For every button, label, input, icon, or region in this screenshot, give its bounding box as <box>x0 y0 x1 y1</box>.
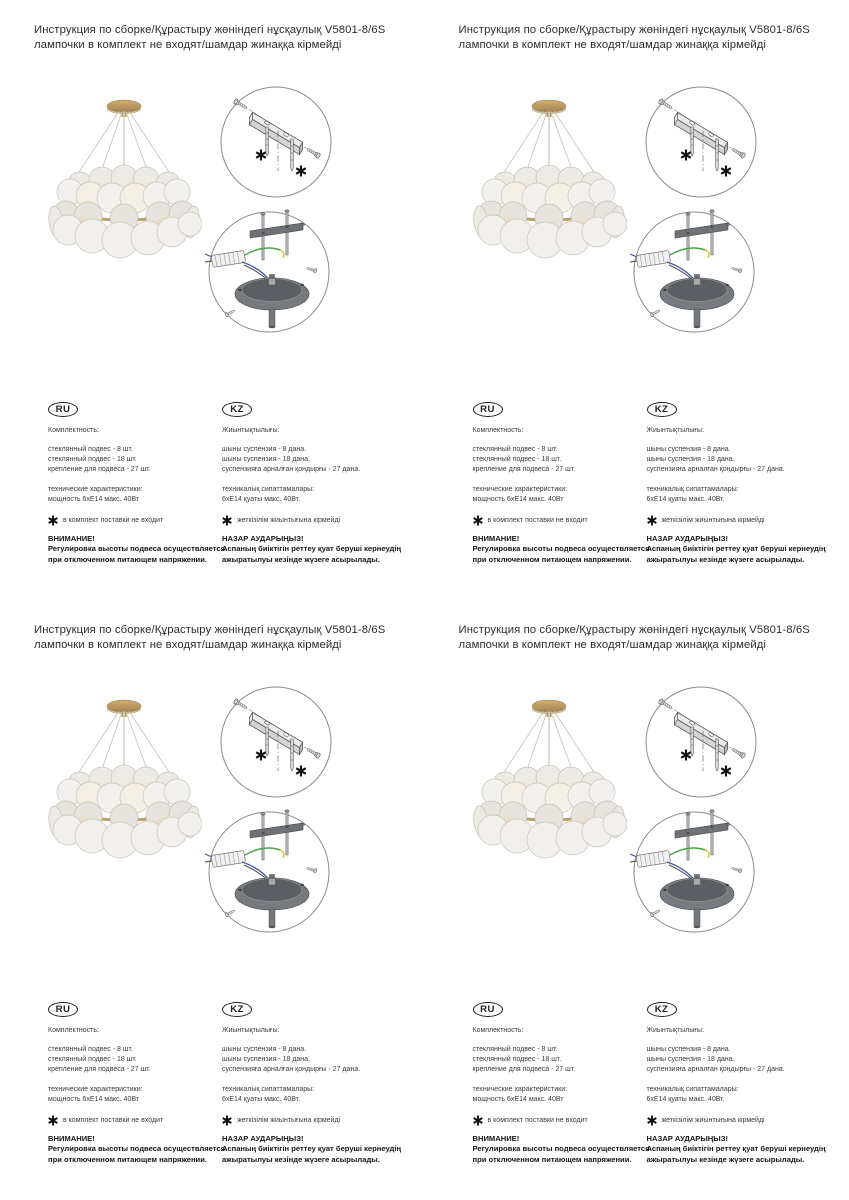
ru-warning-title: ВНИМАНИЕ! <box>48 1134 95 1144</box>
asterisk-icon <box>473 515 483 526</box>
ru-language-badge <box>473 1002 503 1017</box>
kz-heading: Жиынтықтылығы: <box>222 1027 280 1034</box>
mounting-bracket-diagram <box>211 685 341 805</box>
kz-warning-text: Аспаның биіктігін реттеу қуат беруші кернеудің ажыратылуы кезінде жүзеге асырылады. <box>222 544 402 564</box>
kz-specs-heading: техникалық сипаттамалары: <box>222 1085 315 1093</box>
kz-footnote <box>222 1115 418 1126</box>
kz-footnote-text: жеткізілім жиынтығына кірмейді <box>237 1117 341 1125</box>
kz-specs <box>222 1085 418 1105</box>
list-item: стеклянный подвес - 18 шт. <box>472 1056 562 1064</box>
list-item: шыны суспензия - 18 дана. <box>646 456 735 464</box>
chandelier-photo <box>467 90 627 335</box>
asterisk-icon <box>647 1115 657 1126</box>
ru-specs <box>48 485 226 505</box>
kz-specs-value: 6хЕ14 қуаты макс. 40Вт. <box>646 495 725 503</box>
ru-footnote <box>48 515 226 526</box>
ru-heading: Комплектность: <box>472 1027 524 1034</box>
kz-specs <box>647 485 843 505</box>
kz-parts-list <box>222 445 418 476</box>
kz-warning-text: Аспаның биіктігін реттеу қуат беруші кернеудің ажыратылуы кезінде жүзеге асырылады. <box>646 544 826 564</box>
kz-specs <box>647 1085 843 1105</box>
ru-badge-label: RU <box>480 1004 495 1015</box>
kz-warning <box>647 534 843 565</box>
kz-heading: Жиынтықтылығы: <box>646 427 704 434</box>
ru-specs-value: мощность 6хЕ14 макс. 40Вт <box>472 1095 564 1103</box>
mounting-bracket-diagram <box>636 85 766 205</box>
ru-specs-value: мощность 6хЕ14 макс. 40Вт <box>48 495 139 503</box>
list-item: шыны суспензия - 18 дана. <box>646 1056 735 1064</box>
ru-parts-list <box>48 1045 226 1076</box>
ru-section <box>48 399 226 565</box>
kz-badge-label: KZ <box>230 1004 244 1015</box>
asterisk-icon <box>647 515 657 526</box>
kz-warning-text: Аспаның биіктігін реттеу қуат беруші кернеудің ажыратылуы кезінде жүзеге асырылады. <box>222 1144 402 1164</box>
ru-warning <box>473 1134 651 1165</box>
title-line-2: лампочки в комплект не входят/шамдар жинаққа кірмейді <box>34 38 342 51</box>
kz-warning <box>222 534 418 565</box>
kz-specs-value: 6хЕ14 қуаты макс. 40Вт. <box>222 1095 301 1103</box>
list-item: стеклянный подвес - 8 шт. <box>472 446 558 453</box>
list-item: стеклянный подвес - 18 шт. <box>48 456 137 464</box>
kz-section <box>222 399 418 565</box>
kz-footnote <box>647 1115 843 1126</box>
ru-parts-list <box>473 445 651 476</box>
asterisk-icon <box>473 1115 483 1126</box>
kz-footnote-text: жеткізілім жиынтығына кірмейді <box>661 517 765 525</box>
kz-badge-label: KZ <box>654 1004 669 1015</box>
kz-heading: Жиынтықтылығы: <box>222 427 280 434</box>
kz-warning-title: НАЗАР АУДАРЫҢЫЗ! <box>646 534 729 544</box>
list-item: крепление для подвеса - 27 шт. <box>472 466 576 474</box>
title-line-2: лампочки в комплект не входят/шамдар жинаққа кірмейді <box>458 38 767 51</box>
asterisk-icon <box>222 1115 232 1126</box>
ru-warning-text: Регулировка высоты подвеса осуществляется при отключенном питающем напряжении. <box>48 544 226 564</box>
kz-parts-list <box>647 1045 843 1076</box>
list-item: шыны суспензия - 18 дана. <box>222 456 311 464</box>
chandelier-photo <box>467 690 627 935</box>
ru-language-badge <box>48 1002 78 1017</box>
title-line-2: лампочки в комплект не входят/шамдар жинаққа кірмейді <box>34 638 342 651</box>
ru-section <box>473 999 651 1165</box>
ru-footnote <box>48 1115 226 1126</box>
kz-warning-text: Аспаның биіктігін реттеу қуат беруші кернеудің ажыратылуы кезінде жүзеге асырылады. <box>646 1144 826 1164</box>
ru-warning-text: Регулировка высоты подвеса осуществляется при отключенном питающем напряжении. <box>472 1144 650 1164</box>
list-item: шыны суспензия - 8 дана. <box>222 1046 307 1053</box>
list-item: суспензияға арналған қондырғы - 27 дана. <box>646 1066 785 1074</box>
ru-footnote-text: в комплект поставки не входит <box>487 1117 588 1125</box>
kz-specs-value: 6хЕ14 қуаты макс. 40Вт. <box>222 495 301 503</box>
ru-badge-label: RU <box>480 404 495 415</box>
list-item: суспензияға арналған қондырғы - 27 дана. <box>222 1066 361 1074</box>
list-item: стеклянный подвес - 18 шт. <box>472 456 562 464</box>
list-item: стеклянный подвес - 18 шт. <box>48 1056 137 1064</box>
kz-warning-title: НАЗАР АУДАРЫҢЫЗ! <box>222 534 304 544</box>
instruction-sheet <box>425 0 849 600</box>
list-item: шыны суспензия - 8 дана. <box>646 1046 731 1053</box>
ru-heading: Комплектность: <box>48 427 99 434</box>
kz-specs-heading: техникалық сипаттамалары: <box>646 485 739 493</box>
ru-warning-title: ВНИМАНИЕ! <box>472 1134 520 1144</box>
ru-parts-list <box>473 1045 651 1076</box>
ru-specs <box>48 1085 226 1105</box>
asterisk-icon <box>48 515 58 526</box>
ru-heading: Комплектность: <box>48 1027 99 1034</box>
chandelier-photo <box>42 690 202 935</box>
sheet-title <box>34 23 385 52</box>
canopy-wiring-diagram <box>202 805 338 941</box>
kz-section <box>647 399 843 565</box>
mounting-bracket-diagram <box>211 85 341 205</box>
kz-badge-label: KZ <box>230 404 244 415</box>
kz-badge-label: KZ <box>654 404 669 415</box>
ru-specs-heading: технические характеристики: <box>48 1085 143 1093</box>
asterisk-icon <box>48 1115 58 1126</box>
kz-specs-heading: техникалық сипаттамалары: <box>222 485 315 493</box>
kz-warning-title: НАЗАР АУДАРЫҢЫЗ! <box>646 1134 729 1144</box>
ru-badge-label: RU <box>55 1004 71 1015</box>
ru-footnote <box>473 515 651 526</box>
ru-warning <box>473 534 651 565</box>
mounting-bracket-diagram <box>636 685 766 805</box>
list-item: суспензияға арналған қондырғы - 27 дана. <box>222 466 361 474</box>
list-item: шыны суспензия - 8 дана. <box>646 446 731 453</box>
ru-warning <box>48 1134 226 1165</box>
kz-section <box>222 999 418 1165</box>
ru-parts-list <box>48 445 226 476</box>
ru-language-badge <box>48 402 78 417</box>
sheet-title <box>34 623 385 652</box>
kz-warning <box>222 1134 418 1165</box>
list-item: крепление для подвеса - 27 шт. <box>48 466 151 474</box>
instruction-sheet <box>0 600 425 1200</box>
title-line-1: Инструкция по сборке/Құрастыру жөніндегі нұсқаулық V5801-8/6S <box>458 624 810 636</box>
ru-footnote-text: в комплект поставки не входит <box>487 517 588 525</box>
ru-warning <box>48 534 226 565</box>
kz-warning <box>647 1134 843 1165</box>
ru-specs <box>473 485 651 505</box>
kz-footnote <box>647 515 843 526</box>
ru-specs-value: мощность 6хЕ14 макс. 40Вт <box>48 1095 139 1103</box>
ru-footnote-text: в комплект поставки не входит <box>63 517 164 525</box>
kz-heading: Жиынтықтылығы: <box>646 1027 704 1034</box>
kz-specs-heading: техникалық сипаттамалары: <box>646 1085 739 1093</box>
kz-section <box>647 999 843 1165</box>
kz-language-badge <box>647 1002 677 1017</box>
canopy-wiring-diagram <box>627 205 763 341</box>
kz-footnote-text: жеткізілім жиынтығына кірмейді <box>237 517 341 525</box>
kz-language-badge <box>647 402 677 417</box>
ru-specs-heading: технические характеристики: <box>472 485 568 493</box>
ru-section <box>48 999 226 1165</box>
ru-language-badge <box>473 402 503 417</box>
kz-language-badge <box>222 402 252 417</box>
instruction-sheet <box>425 600 849 1200</box>
canopy-wiring-diagram <box>627 805 763 941</box>
canopy-wiring-diagram <box>202 205 338 341</box>
list-item: шыны суспензия - 8 дана. <box>222 446 307 453</box>
chandelier-photo <box>42 90 202 335</box>
asterisk-icon <box>222 515 232 526</box>
list-item: стеклянный подвес - 8 шт. <box>48 446 133 453</box>
list-item: шыны суспензия - 18 дана. <box>222 1056 311 1064</box>
ru-specs <box>473 1085 651 1105</box>
ru-specs-heading: технические характеристики: <box>472 1085 568 1093</box>
title-line-1: Инструкция по сборке/Құрастыру жөніндегі нұсқаулық V5801-8/6S <box>458 24 810 36</box>
list-item: суспензияға арналған қондырғы - 27 дана. <box>646 466 785 474</box>
ru-warning-text: Регулировка высоты подвеса осуществляется при отключенном питающем напряжении. <box>48 1144 226 1164</box>
kz-footnote <box>222 515 418 526</box>
ru-warning-text: Регулировка высоты подвеса осуществляется при отключенном питающем напряжении. <box>472 544 650 564</box>
title-line-1: Инструкция по сборке/Құрастыру жөніндегі нұсқаулық V5801-8/6S <box>34 24 386 36</box>
ru-heading: Комплектность: <box>472 427 524 434</box>
instruction-sheet <box>0 0 425 600</box>
kz-warning-title: НАЗАР АУДАРЫҢЫЗ! <box>222 1134 304 1144</box>
ru-badge-label: RU <box>55 404 71 415</box>
kz-parts-list <box>222 1045 418 1076</box>
ru-footnote <box>473 1115 651 1126</box>
title-line-2: лампочки в комплект не входят/шамдар жинаққа кірмейді <box>458 638 767 651</box>
kz-specs-value: 6хЕ14 қуаты макс. 40Вт. <box>646 1095 725 1103</box>
kz-parts-list <box>647 445 843 476</box>
ru-warning-title: ВНИМАНИЕ! <box>472 534 520 544</box>
ru-specs-value: мощность 6хЕ14 макс. 40Вт <box>472 495 564 503</box>
ru-specs-heading: технические характеристики: <box>48 485 143 493</box>
sheet-title <box>459 623 810 652</box>
list-item: стеклянный подвес - 8 шт. <box>48 1046 133 1053</box>
kz-language-badge <box>222 1002 252 1017</box>
list-item: стеклянный подвес - 8 шт. <box>472 1046 558 1053</box>
ru-warning-title: ВНИМАНИЕ! <box>48 534 95 544</box>
kz-specs <box>222 485 418 505</box>
list-item: крепление для подвеса - 27 шт. <box>48 1066 151 1074</box>
ru-footnote-text: в комплект поставки не входит <box>63 1117 164 1125</box>
ru-section <box>473 399 651 565</box>
title-line-1: Инструкция по сборке/Құрастыру жөніндегі нұсқаулық V5801-8/6S <box>34 624 386 636</box>
list-item: крепление для подвеса - 27 шт. <box>472 1066 576 1074</box>
kz-footnote-text: жеткізілім жиынтығына кірмейді <box>661 1117 765 1125</box>
sheet-title <box>459 23 810 52</box>
